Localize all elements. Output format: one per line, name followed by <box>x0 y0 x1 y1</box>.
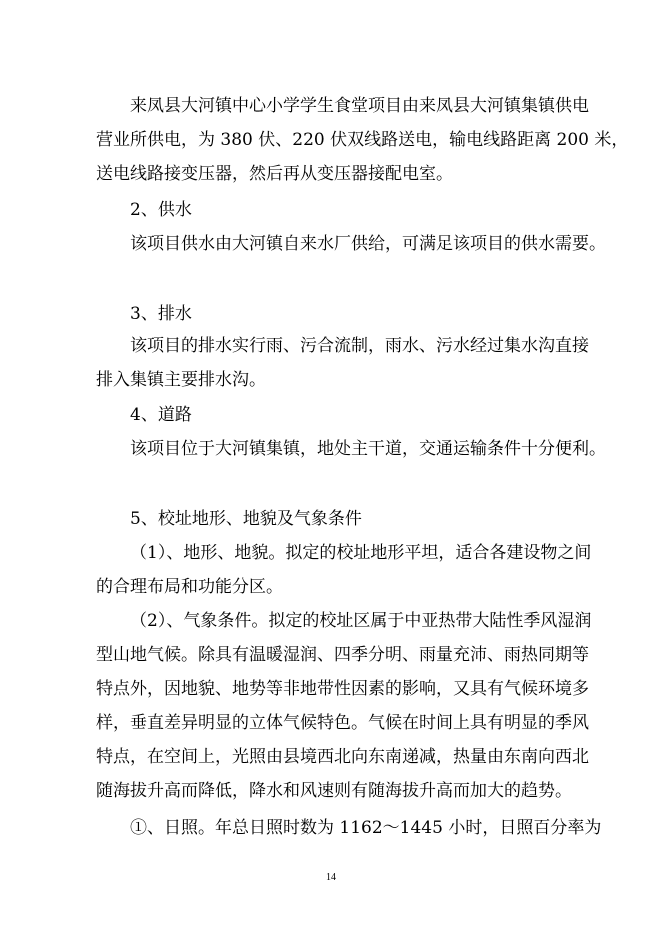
heading-road: 4、道路 <box>130 405 192 425</box>
paragraph-terrain-line-2: 的合理布局和功能分区。 <box>96 577 283 597</box>
paragraph-power-line-3: 送电线路接变压器，然后再从变压器接配电室。 <box>96 164 453 184</box>
paragraph-climate-line-6: 随海拔升高而降低，降水和风速则有随海拔升高而加大的趋势。 <box>96 781 572 801</box>
paragraph-power-line-1: 来凤县大河镇中心小学学生食堂项目由来凤县大河镇集镇供电 <box>130 96 589 116</box>
paragraph-terrain-line-1: （1）、地形、地貌。拟定的校址地形平坦，适合各建设物之间 <box>130 543 592 563</box>
paragraph-road: 该项目位于大河镇集镇，地处主干道，交通运输条件十分便利。 <box>130 439 606 459</box>
paragraph-drainage-line-1: 该项目的排水实行雨、污合流制，雨水、污水经过集水沟直接 <box>130 336 589 356</box>
paragraph-sunshine-line-1: ①、日照。年总日照时数为 1162～1445 小时，日照百分率为 <box>130 818 602 838</box>
page-number: 14 <box>326 872 336 883</box>
paragraph-drainage-line-2: 排入集镇主要排水沟。 <box>96 370 266 390</box>
paragraph-climate-line-5: 特点，在空间上，光照由县境西北向东南递减，热量由东南向西北 <box>96 747 589 767</box>
heading-water-supply: 2、供水 <box>130 200 192 220</box>
paragraph-climate-line-3: 特点外，因地貌、地势等非地带性因素的影响，又具有气候环境多 <box>96 679 589 699</box>
paragraph-water-supply: 该项目供水由大河镇自来水厂供给，可满足该项目的供水需要。 <box>130 234 606 254</box>
paragraph-climate-line-1: （2）、气象条件。拟定的校址区属于中亚热带大陆性季风湿润 <box>130 611 592 631</box>
heading-site-terrain-climate: 5、校址地形、地貌及气象条件 <box>130 509 362 529</box>
paragraph-climate-line-4: 样，垂直差异明显的立体气候特色。气候在时间上具有明显的季风 <box>96 713 589 733</box>
paragraph-climate-line-2: 型山地气候。除具有温暖湿润、四季分明、雨量充沛、雨热同期等 <box>96 645 589 665</box>
paragraph-power-line-2: 营业所供电，为 380 伏、220 伏双线路送电，输电线路距离 200 米， <box>96 130 629 150</box>
heading-drainage: 3、排水 <box>130 304 192 324</box>
